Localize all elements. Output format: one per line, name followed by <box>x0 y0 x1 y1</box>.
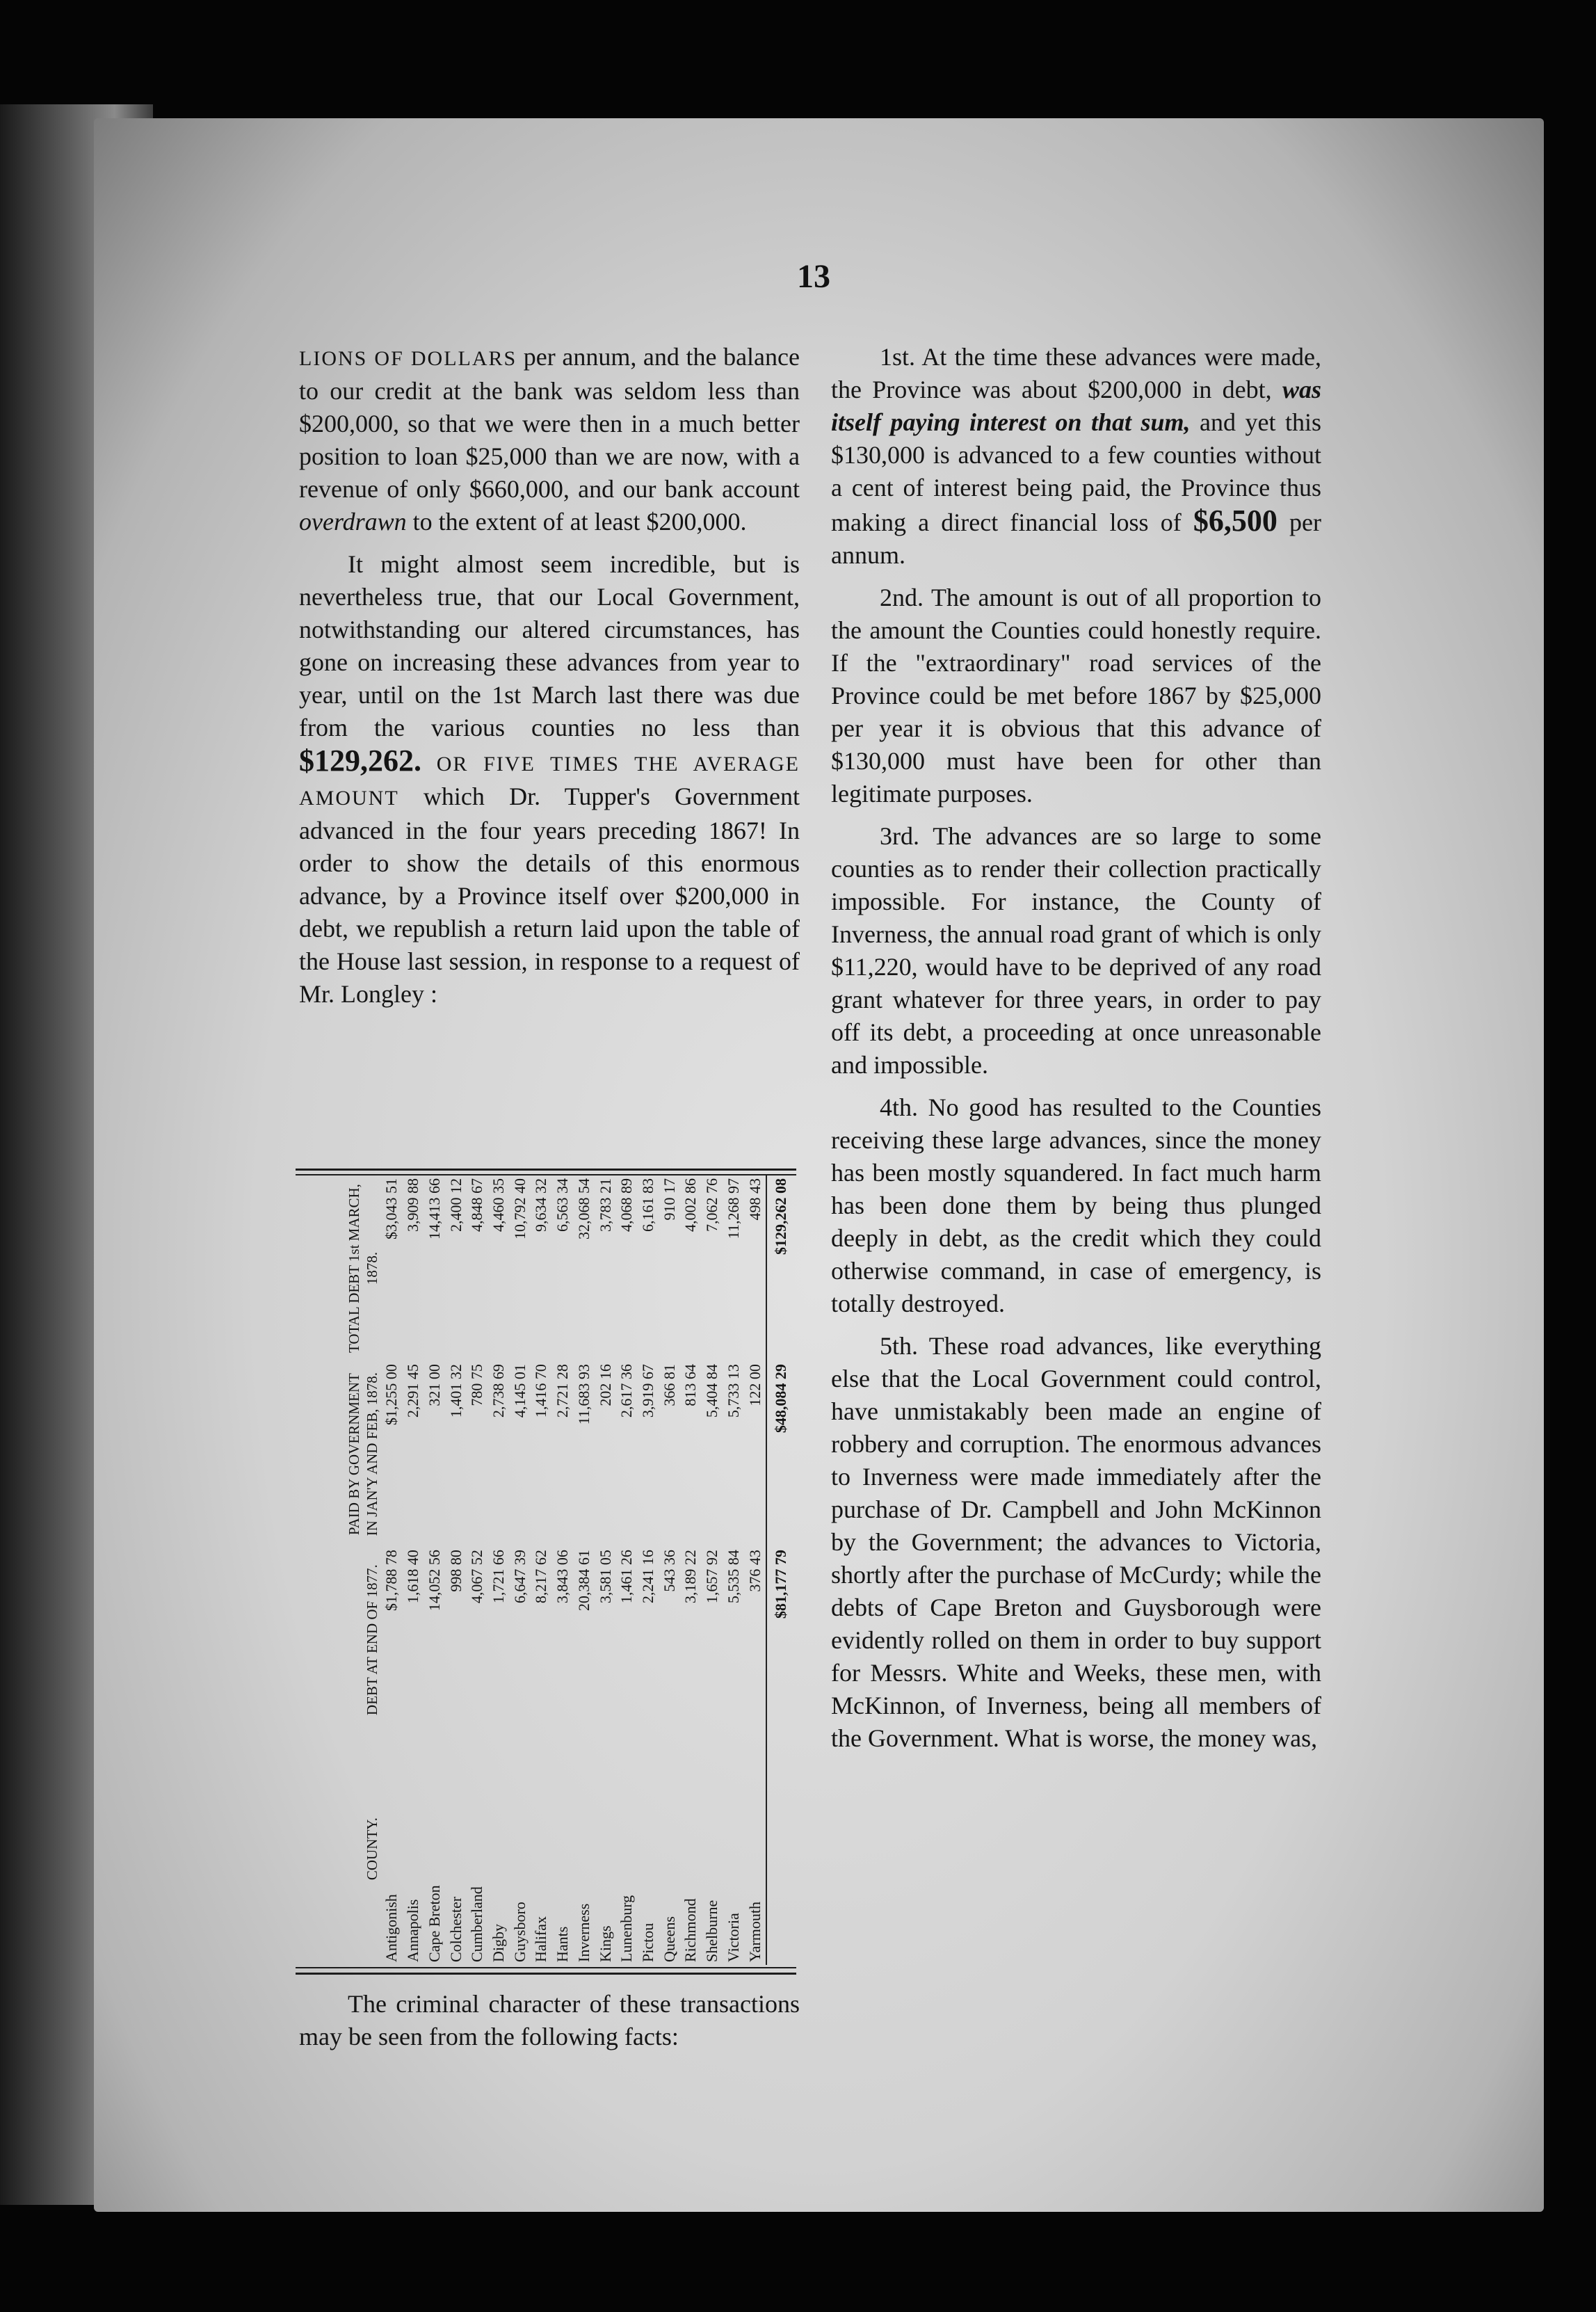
table-row <box>509 1175 531 1965</box>
paid-by-government-value: 122 00 <box>745 1364 764 1406</box>
total-debt-value: 10,792 40 <box>510 1178 529 1239</box>
debt-at-end-value: 1,721 66 <box>489 1550 507 1604</box>
total-debt-value: 7,062 76 <box>703 1178 721 1232</box>
paid-by-government-value: 1,416 70 <box>532 1364 550 1418</box>
table-row <box>638 1175 659 1965</box>
table-row <box>381 1175 403 1965</box>
total-debt-value: 11,268 97 <box>724 1178 742 1239</box>
paid-by-government-value: 202 16 <box>596 1364 614 1406</box>
header-paid-by-government: PAID BY GOVERNMENT IN JAN'Y AND FEB, 1878. <box>346 1372 380 1536</box>
debt-at-end-value: 1,657 92 <box>703 1550 721 1604</box>
total-debt-value: 9,634 32 <box>532 1178 550 1232</box>
county-name: Queens <box>660 1916 678 1962</box>
total-debt-value: 6,161 83 <box>638 1178 656 1232</box>
text-run: per annum, and the balance to our credit at the bank was seldom less than $200,000, so that we were then in a much better position to loan $25,000 than we are now, with a revenue of only $660,000, and our bank account <box>299 343 800 503</box>
total-debt-value: 14,413 66 <box>425 1178 443 1239</box>
debt-at-end-value: 5,535 84 <box>724 1550 742 1604</box>
table-header-row <box>298 1175 381 1965</box>
text-run: It might almost seem incredible, but is nevertheless true, that our Local Government, notwithstanding our altered circumstances, has gone on increasing these advances from year to year, until on the 1st March last there was due from the various counties no less than <box>299 550 800 741</box>
paid-by-government-value: 5,404 84 <box>703 1364 721 1418</box>
table-row <box>552 1175 574 1965</box>
table-row <box>445 1175 467 1965</box>
table-bottom-rule-thin <box>296 1967 796 1968</box>
text-run: and yet this $130,000 is advanced to a few counties without a cent of interest being paid, the Province thus making a direct financial loss of <box>831 408 1321 536</box>
text-run: per annum. <box>831 508 1321 569</box>
debt-at-end-value: 14,052 56 <box>425 1550 443 1612</box>
county-name: Antigonish <box>382 1894 401 1962</box>
total-debt-value: 32,068 54 <box>574 1178 593 1239</box>
page-number: 13 <box>797 258 830 295</box>
table-row <box>573 1175 595 1965</box>
debt-at-end-value: 376 43 <box>745 1550 764 1592</box>
table-body <box>381 1175 796 1965</box>
county-name: Colchester <box>446 1896 465 1962</box>
total-label-cell <box>766 1733 796 1965</box>
right-paragraph-2: 2nd. The amount is out of all proportion to the amount the Counties could honestly require. If the "extraordinary" road services of the Province could be met before 1867 by $25,000 per year it is obvious that this advance of $130,000 must have been for other than legitimate purposes. <box>831 584 1321 808</box>
table-row <box>467 1175 488 1965</box>
county-name: Hants <box>554 1926 572 1962</box>
debt-at-end-value: 6,647 39 <box>510 1550 529 1604</box>
table-row <box>595 1175 616 1965</box>
total-debt-at-end: $81,177 79 <box>766 1547 796 1733</box>
text-run: 1st. At the time these advances were made, the Province was about $200,000 in debt, <box>831 343 1321 403</box>
table-top-rule <box>296 1169 796 1171</box>
italic-run: was itself paying interest on that sum, <box>831 376 1321 436</box>
county-name: Guysboro <box>510 1902 529 1962</box>
county-name: Shelburne <box>703 1900 721 1962</box>
total-debt-value: 3,909 88 <box>404 1178 422 1232</box>
total-debt-value: 4,068 89 <box>618 1178 636 1232</box>
debt-at-end-value: 1,618 40 <box>404 1550 422 1604</box>
paid-by-government-value: 780 75 <box>468 1364 486 1406</box>
paid-by-government-value: 2,738 69 <box>489 1364 507 1418</box>
total-debt-value: 3,783 21 <box>596 1178 614 1232</box>
debt-at-end-value: 3,189 22 <box>682 1550 700 1604</box>
table-row <box>403 1175 424 1965</box>
county-name: Victoria <box>724 1913 742 1962</box>
debt-at-end-value: 20,384 61 <box>574 1550 593 1612</box>
county-name: Cumberland <box>468 1886 486 1962</box>
paid-by-government-value: 2,721 28 <box>554 1364 572 1418</box>
paid-by-government-value: 1,401 32 <box>446 1364 465 1418</box>
county-debt-table <box>298 1175 796 1965</box>
caps-lead: LIONS OF DOLLARS <box>299 347 517 370</box>
right-paragraph-3: 3rd. The advances are so large to some counties as to render their collection practically impossible. For instance, the County of Inverness, the annual road grant of which is only $11,220, would have to be deprived of any road grant whatever for three years, in order to pay off its debt, a proceeding at once unreasonable and impossible. <box>831 822 1321 1079</box>
table-row <box>424 1175 445 1965</box>
left-paragraph-2 <box>299 548 800 1011</box>
table-row <box>616 1175 638 1965</box>
county-name: Inverness <box>574 1903 593 1962</box>
total-debt-value: 910 17 <box>660 1178 678 1221</box>
county-name: Digby <box>489 1924 507 1962</box>
paid-by-government-value: 11,683 93 <box>574 1364 593 1425</box>
amount-emphasis: $6,500 <box>1193 504 1277 538</box>
county-name: Halifax <box>532 1916 550 1962</box>
paid-by-government-value: 4,145 01 <box>510 1364 529 1418</box>
table-row <box>744 1175 766 1965</box>
debt-at-end-value: $1,788 78 <box>382 1550 401 1612</box>
table-bottom-rule <box>296 1973 796 1975</box>
paid-by-government-value: 5,733 13 <box>724 1364 742 1418</box>
county-name: Richmond <box>682 1898 700 1962</box>
total-debt-value: 498 43 <box>745 1178 764 1221</box>
right-paragraph-5: 5th. These road advances, like everything else that the Local Government could control, have unmistakably been made an engine of robbery and corruption. The enormous advances to Inverness were made immediately after the purchase of Dr. Campbell and John McKinnon by the Government; the advances to Victoria, shortly after the purchase of McCurdy; while the debts of Cape Breton and Guysborough were evidently rolled on them in order to buy support for Messrs. White and Weeks, these men, with McKinnon, of Inverness, being all members of the Government. What is worse, the money was, <box>831 1332 1321 1752</box>
county-name: Pictou <box>638 1922 656 1962</box>
paid-by-government-value: 2,291 45 <box>404 1364 422 1418</box>
amount-emphasis: $129,262. <box>299 744 421 778</box>
total-debt-value: 6,563 34 <box>554 1178 572 1232</box>
debt-at-end-value: 8,217 62 <box>532 1550 550 1604</box>
text-run: to the extent of at least $200,000. <box>406 508 747 536</box>
county-name: Kings <box>596 1925 614 1962</box>
left-column <box>299 341 800 1020</box>
debt-at-end-value: 1,461 26 <box>618 1550 636 1604</box>
debt-at-end-value: 998 80 <box>446 1550 465 1592</box>
debt-at-end-value: 3,843 06 <box>554 1550 572 1604</box>
debt-at-end-value: 4,067 52 <box>468 1550 486 1604</box>
left-column-bottom <box>299 1988 800 2063</box>
county-name: Yarmouth <box>745 1901 764 1962</box>
table-row <box>702 1175 723 1965</box>
total-debt-value: $3,043 51 <box>382 1178 401 1239</box>
debt-table-container <box>298 1175 796 1965</box>
paid-by-government-value: $1,255 00 <box>382 1364 401 1426</box>
header-debt-end: DEBT AT END OF 1877. <box>364 1564 380 1716</box>
county-name: Cape Breton <box>425 1885 443 1962</box>
total-debt-sum: $129,262 08 <box>766 1175 796 1361</box>
county-name: Annapolis <box>404 1899 422 1962</box>
table-row <box>531 1175 552 1965</box>
table-row <box>488 1175 510 1965</box>
total-debt-value: 4,460 35 <box>489 1178 507 1232</box>
paid-by-government-value: 366 81 <box>660 1364 678 1406</box>
header-county: COUNTY. <box>364 1817 380 1881</box>
table-row <box>723 1175 745 1965</box>
left-paragraph-3: The criminal character of these transactions may be seen from the following facts: <box>299 1990 800 2050</box>
table-row <box>659 1175 680 1965</box>
total-debt-value: 4,848 67 <box>468 1178 486 1232</box>
paid-by-government-value: 813 64 <box>682 1364 700 1406</box>
text-run: which Dr. Tupper's Government advanced in the four years preceding 1867! In order to show the details of this enormous advance, by a Province itself over $200,000 in debt, we republish a return laid upon the table of the House last session, in response to a request of Mr. Longley : <box>299 782 800 1008</box>
caps-run: OR FIVE TIMES THE AVERAGE AMOUNT <box>299 753 800 810</box>
total-paid-by-government: $48,084 29 <box>766 1361 796 1547</box>
right-column <box>831 341 1321 1765</box>
left-paragraph-1 <box>299 341 800 538</box>
county-name: Lunenburg <box>618 1895 636 1962</box>
paid-by-government-value: 3,919 67 <box>638 1364 656 1418</box>
paid-by-government-value: 321 00 <box>425 1364 443 1406</box>
right-paragraph-4: 4th. No good has resulted to the Counties receiving these large advances, since the money has been mostly squandered. In fact much harm has been done them by being thus plunged deeply in debt, as the credit which they could otherwise command, in case of emergency, is totally destroyed. <box>831 1093 1321 1317</box>
table-total-row <box>766 1175 796 1965</box>
debt-at-end-value: 3,581 05 <box>596 1550 614 1604</box>
debt-at-end-value: 2,241 16 <box>638 1550 656 1604</box>
total-debt-value: 4,002 86 <box>682 1178 700 1232</box>
paid-by-government-value: 2,617 36 <box>618 1364 636 1418</box>
italic-run: overdrawn <box>299 508 407 536</box>
table-row <box>680 1175 702 1965</box>
debt-at-end-value: 543 36 <box>660 1550 678 1592</box>
right-paragraph-1 <box>831 341 1321 572</box>
total-debt-value: 2,400 12 <box>446 1178 465 1232</box>
header-total-debt: TOTAL DEBT 1st MARCH, 1878. <box>346 1184 380 1354</box>
